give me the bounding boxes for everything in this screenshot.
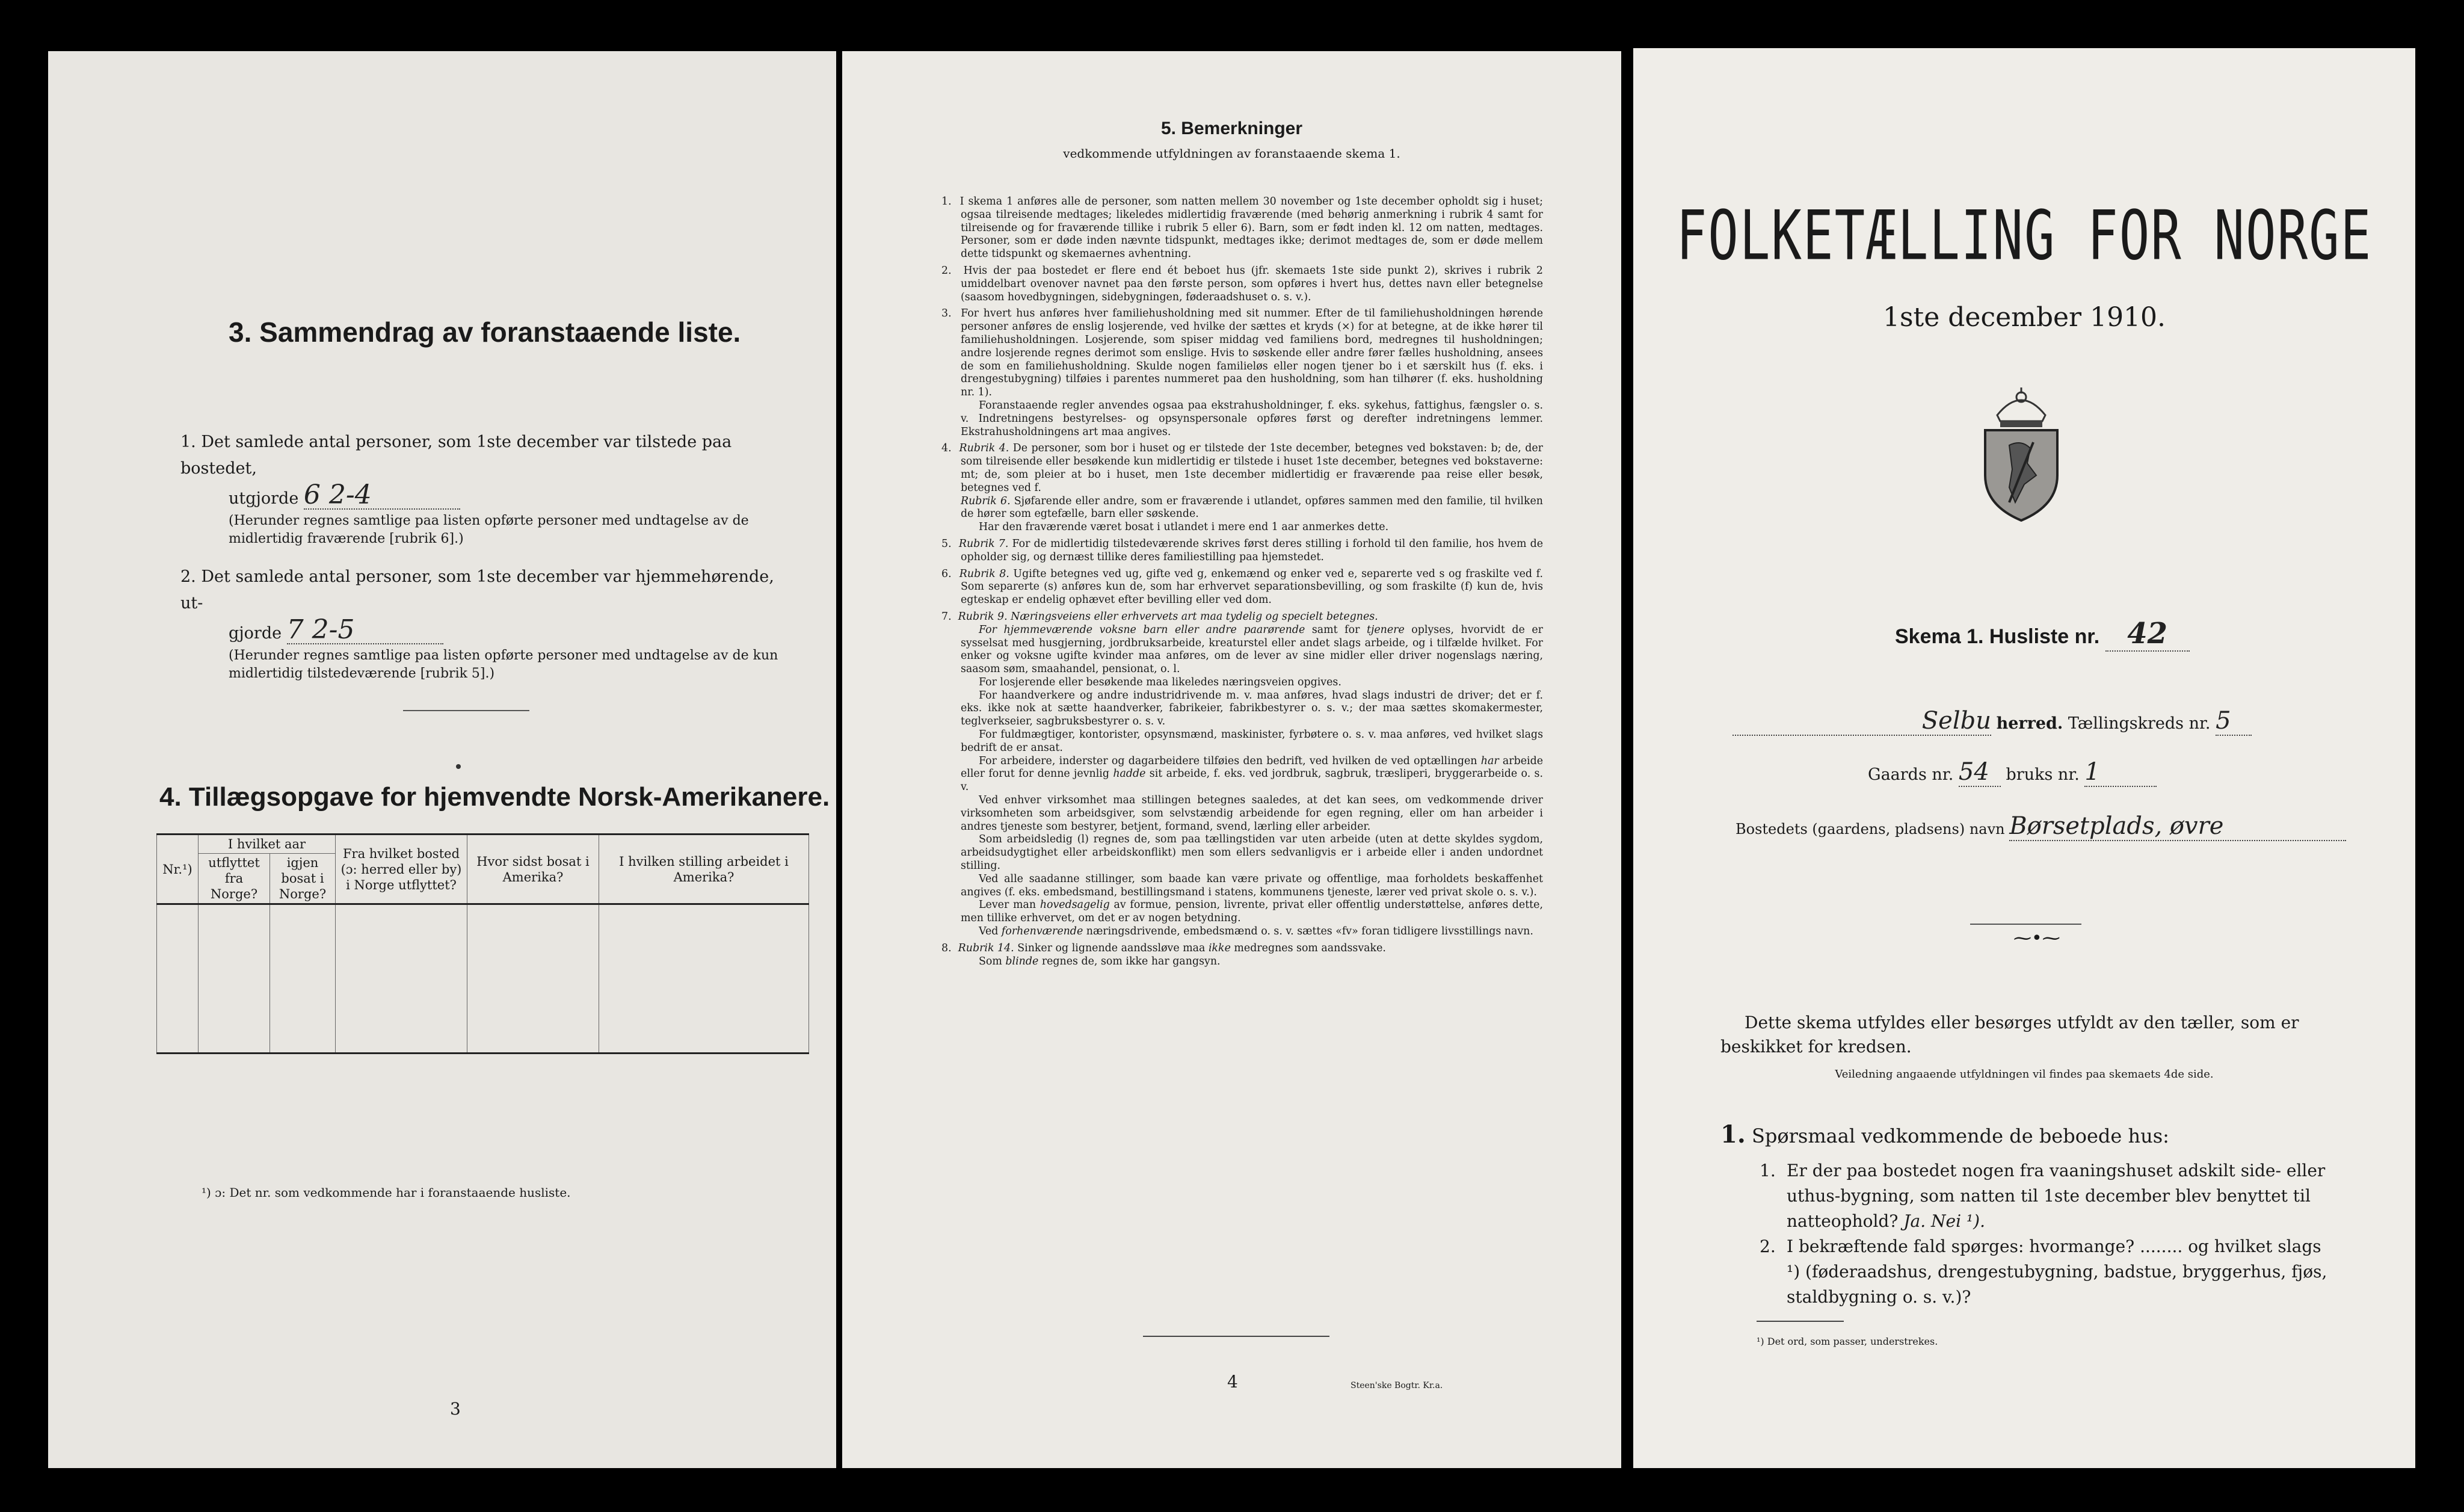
- kreds-value: 5: [2216, 707, 2252, 736]
- ink-dot: [456, 764, 461, 769]
- intro-text: Dette skema utfyldes eller besørges utfyldt av den tæller, som er beskikket for kredsen.: [1720, 1013, 2299, 1057]
- item2-label: gjorde: [229, 624, 282, 643]
- q1-answer: Ja. Nei ¹).: [1903, 1211, 1985, 1231]
- husliste-nr: 42: [2105, 617, 2190, 652]
- section-5-subtitle: vedkommende utfyldningen av foranstaaende skema 1.: [1063, 146, 1400, 161]
- col-group-year: I hvilket aar: [199, 835, 336, 854]
- col-nr: Nr.¹): [157, 835, 199, 904]
- item1-text: 1. Det samlede antal personer, som 1ste december var tilstede paa bostedet,: [180, 433, 732, 478]
- page-cover: [1633, 48, 2415, 1468]
- q2-text: I bekræftende fald spørges: hvormange? ........ og hvilket slags ¹) (føderaadshus, drengestubygning, badstue, bryggerhus, fjøs, staldbygning o. s. v.)?: [1787, 1236, 2327, 1307]
- bruks-value: 1: [2084, 758, 2157, 787]
- herred-line: [1732, 707, 2252, 736]
- q1-text: Er der paa bostedet nogen fra vaaningshuset adskilt side- eller uthus-bygning, som natten til 1ste december blev benyttet til natteophold?: [1787, 1161, 2326, 1231]
- col-utflyttet: utflyttet fra Norge?: [199, 854, 270, 904]
- page-remarks: [842, 51, 1621, 1468]
- footnote-rule: [1757, 1321, 1844, 1322]
- divider: [403, 710, 529, 711]
- item2-note: (Herunder regnes samtlige paa listen opførte personer med undtagelse av de kun midlertidig tilstedeværende [rubrik 5].): [229, 648, 778, 681]
- summary-item-1: [180, 429, 782, 683]
- col-igjen: igjen bosat i Norge?: [270, 854, 336, 904]
- veiledning-text: Veiledning angaaende utfyldningen vil findes paa skemaets 4de side.: [1835, 1068, 2214, 1081]
- coat-of-arms-icon: [1973, 385, 2069, 526]
- page-number: 4: [1227, 1372, 1238, 1392]
- item1-value: 6 2-4: [304, 482, 460, 510]
- item1-note: (Herunder regnes samtlige paa listen opførte personer med undtagelse av de midlertidig fraværende [rubrik 6].): [229, 513, 749, 546]
- section-4-title: 4. Tillægsopgave for hjemvendte Norsk-Amerikanere.: [159, 782, 830, 812]
- col-bosted: Fra hvilket bosted (ɔ: herred eller by) i Norge utflyttet?: [336, 835, 467, 904]
- norsk-amerikanere-table: [156, 833, 809, 1054]
- questions-header: 1. Spørsmaal vedkommende de beboede hus:: [1720, 1120, 2169, 1149]
- skema-line: [1895, 617, 2190, 652]
- table-footnote: ¹) ɔ: Det nr. som vedkommende har i foranstaaende husliste.: [202, 1185, 571, 1200]
- kreds-label: Tællingskreds nr.: [2068, 714, 2211, 733]
- col-stilling: I hvilken stilling arbeidet i Amerika?: [599, 835, 809, 904]
- ornament-icon: ⁓•⁓: [2013, 928, 2060, 949]
- questions-header-text: Spørsmaal vedkommende de beboede hus:: [1751, 1125, 2169, 1147]
- skema-label: Skema 1. Husliste nr.: [1895, 625, 2100, 648]
- page-number: 3: [450, 1399, 461, 1419]
- census-date: 1ste december 1910.: [1882, 302, 2166, 333]
- gaards-line: [1868, 758, 2157, 787]
- col-amerika: Hvor sidst bosat i Amerika?: [467, 835, 599, 904]
- remarks-text: 1. I skema 1 anføres alle de personer, som natten mellem 30 november og 1ste december opholdt sig i huset; ogsaa tilreisende medtages; likeledes midlertidig fraværende (med behørig anmerkning i rubrik 4 samt for tilreisende og for fraværende tillike i rubrik 5 eller 6). Barn, som er født inden kl. 12 om natten, medtages. Personer, som er døde inden nævnte tidspunkt, medtages ikke; derimot medtages de, som er døde mellem dette tidspunkt og skemaernes avhentning. 2. Hvis der paa bostedet er flere end ét beboet hus (jfr. skemaets 1ste side punkt 2), skrives i rubrik 2 umiddelbart ovenover navnet paa den første person, som opføres i hvert hus, dettes navn eller betegnelse (saasom hovedbygningen, sidebygningen, føderaadshuset o. s. v.). 3. For hvert hus anføres hver familiehusholdning med sit nummer. Efter de til familiehusholdningen hørende personer anføres de enslig losjerende, ved hvilke der sættes et kryds (×) for at betegne, at de ikke hører til familiehusholdningen. Losjerende, som spiser middag ved familiens bord, medregnes til husholdningen; andre losjerende regnes derimot som enslige. Hvis to søskende eller andre fører fælles husholdning, ansees de som en familiehusholdning. Skulde nogen familieløs eller nogen tjener bo i et særskilt hus (f. eks. i drengestubygning) tilføies i parentes nummeret paa den husholdning, som han tilhører (f. eks. husholdning nr. 1). Foranstaaende regler anvendes ogsaa paa ekstrahusholdninger, f. eks. sykehus, fattighus, fængsler o. s. v. Indretningens bestyrelses- og opsynspersonale opføres først og derefter indretningens lemmer. Ekstrahusholdningens art maa angives. 4. Rubrik 4. De personer, som bor i huset og er tilstede der 1ste december, betegnes ved bokstaven: b; de, der som tilreisende eller besøkende kun midlertidig er tilstede i huset 1ste december, betegnes ved bokstaverne: mt; de, som pleier at bo i huset, men 1ste december midlertidig er fraværende paa reise eller besøk, betegnes ved f. Rubrik 6. Sjøfarende eller andre, som er fraværende i utlandet, opføres sammen med den familie, til hvilken de hører som egtefælle, barn eller søskende. Har den fraværende været bosat i utlandet i mere end 1 aar anmerkes dette. 5. Rubrik 7. For de midlertidig tilstedeværende skrives først deres stilling i forhold til den familie, hos hvem de opholder sig, og dernæst tillike deres familiestilling paa hjemstedet. 6. Rubrik 8. Ugifte betegnes ved ug, gifte ved g, enkemænd og enker ved e, separerte ved s og fraskilte ved f. Som separerte (s) anføres kun de, som har erhvervet separationsbevilling, og som fraskilte (f) kun de, hvis egteskap er endelig ophævet efter bevilling eller ved dom. 7. Rubrik 9. Næringsveiens eller erhvervets art maa tydelig og specielt betegnes. For hjemmeværende voksne barn eller andre paarørende samt for tjenere oplyses, hvorvidt de er sysselsat med husgjerning, jordbruksarbeide, kreaturstel eller andet slags arbeide, og i tilfælde hvilket. For enker og voksne ugifte kvinder maa anføres, om de lever av sine midler eller driver nogenslags næring, saasom søm, smaahandel, pensionat, o. l. For losjerende eller besøkende maa likeledes næringsveien opgives. For haandverkere og andre industridrivende m. v. maa anføres, hvad slags industri de driver; det er f. eks. ikke nok at sætte haandverker, fabrikeier, fabrikbestyrer o. s. v.; der maa sættes skomakermester, teglverkseier, sagbruksbestyrer o. s. v. For fuldmægtiger, kontorister, opsynsmænd, maskinister, fyrbøtere o. s. v. maa anføres, ved hvilket slags bedrift de er ansat. For arbeidere, inderster og dagarbeidere tilføies den bedrift, ved hvilken de ved optællingen har arbeide eller forut for denne jevnlig hadde sit arbeide, f. eks. ved jordbruk, sagbruk, træsliperi, bryggerarbeide o. s. v. Ved enhver virksomhet maa stillingen betegnes saaledes, at det kan sees, om vedkommende driver virksomheten som arbeidsgiver, som selvstændig arbeidende for egen regning, eller om han arbeider i andres tjeneste som bestyrer, betjent, formand, svend, lærling eller arbeider. Som arbeidsledig (l) regnes de, som paa tællingstiden var uten arbeide (uten at dette skyldes sygdom, arbeidsudygtighet eller arbeidskonflikt) men som ellers sedvanligvis er i arbeide eller i anden undordnet stilling. Ved alle saadanne stillinger, som baade kan være private og offentlige, maa forholdets beskaffenhet angives (f. eks. embedsmand, bestillingsmand i statens, kommunens tjeneste, lærer ved privat skole o. s. v.). Lever man hovedsagelig av formue, pension, livrente, privat eller offentlig understøttelse, anføres dette, men tillike erhvervet, om det er av nogen betydning. Ved forhenværende næringsdrivende, embedsmænd o. s. v. sættes «fv» foran tidligere livsstillings navn. 8. Rubrik 14. Sinker og lignende aandssløve maa ikke medregnes som aandssvake. Som blinde regnes de, som ikke har gangsyn.: [941, 196, 1544, 967]
- divider: [1143, 1336, 1329, 1337]
- gaards-value: 54: [1959, 758, 2001, 787]
- herred-value: Selbu: [1732, 707, 1991, 736]
- gaards-label: Gaards nr.: [1868, 765, 1954, 784]
- page-summary: [48, 51, 836, 1468]
- item1-label: utgjorde: [229, 489, 299, 508]
- bosted-line: [1736, 812, 2346, 841]
- section-5-title: 5. Bemerkninger: [1160, 119, 1303, 138]
- item2-text: 2. Det samlede antal personer, som 1ste december var hjemmehørende, ut-: [180, 567, 774, 613]
- printer-mark: Steen'ske Bogtr. Kr.a.: [1351, 1381, 1443, 1390]
- bosted-label: Bostedets (gaardens, pladsens) navn: [1736, 821, 2005, 838]
- item2-value: 7 2-5: [287, 617, 443, 644]
- ornament-line: [1970, 924, 2081, 925]
- herred-label: herred.: [1996, 714, 2063, 733]
- bruks-label: bruks nr.: [2006, 765, 2080, 784]
- footnote: ¹) Det ord, som passer, understrekes.: [1757, 1336, 1938, 1347]
- bosted-value: Børsetplads, øvre: [2009, 812, 2346, 841]
- question-1: 1. Er der paa bostedet nogen fra vaaningshuset adskilt side- eller uthus-bygning, som natten til 1ste december blev benyttet til natteophold? Ja. Nei ¹). 2. I bekræftende fald spørges: hvormange? ........ og hvilket slags ¹) (føderaadshus, drengestubygning, badstue, bryggerhus, fjøs, staldbygning o. s. v.)?: [1760, 1158, 2331, 1310]
- form-title: FOLKETÆLLING FOR NORGE: [1676, 196, 2373, 276]
- section-3-title: 3. Sammendrag av foranstaaende liste.: [229, 316, 741, 348]
